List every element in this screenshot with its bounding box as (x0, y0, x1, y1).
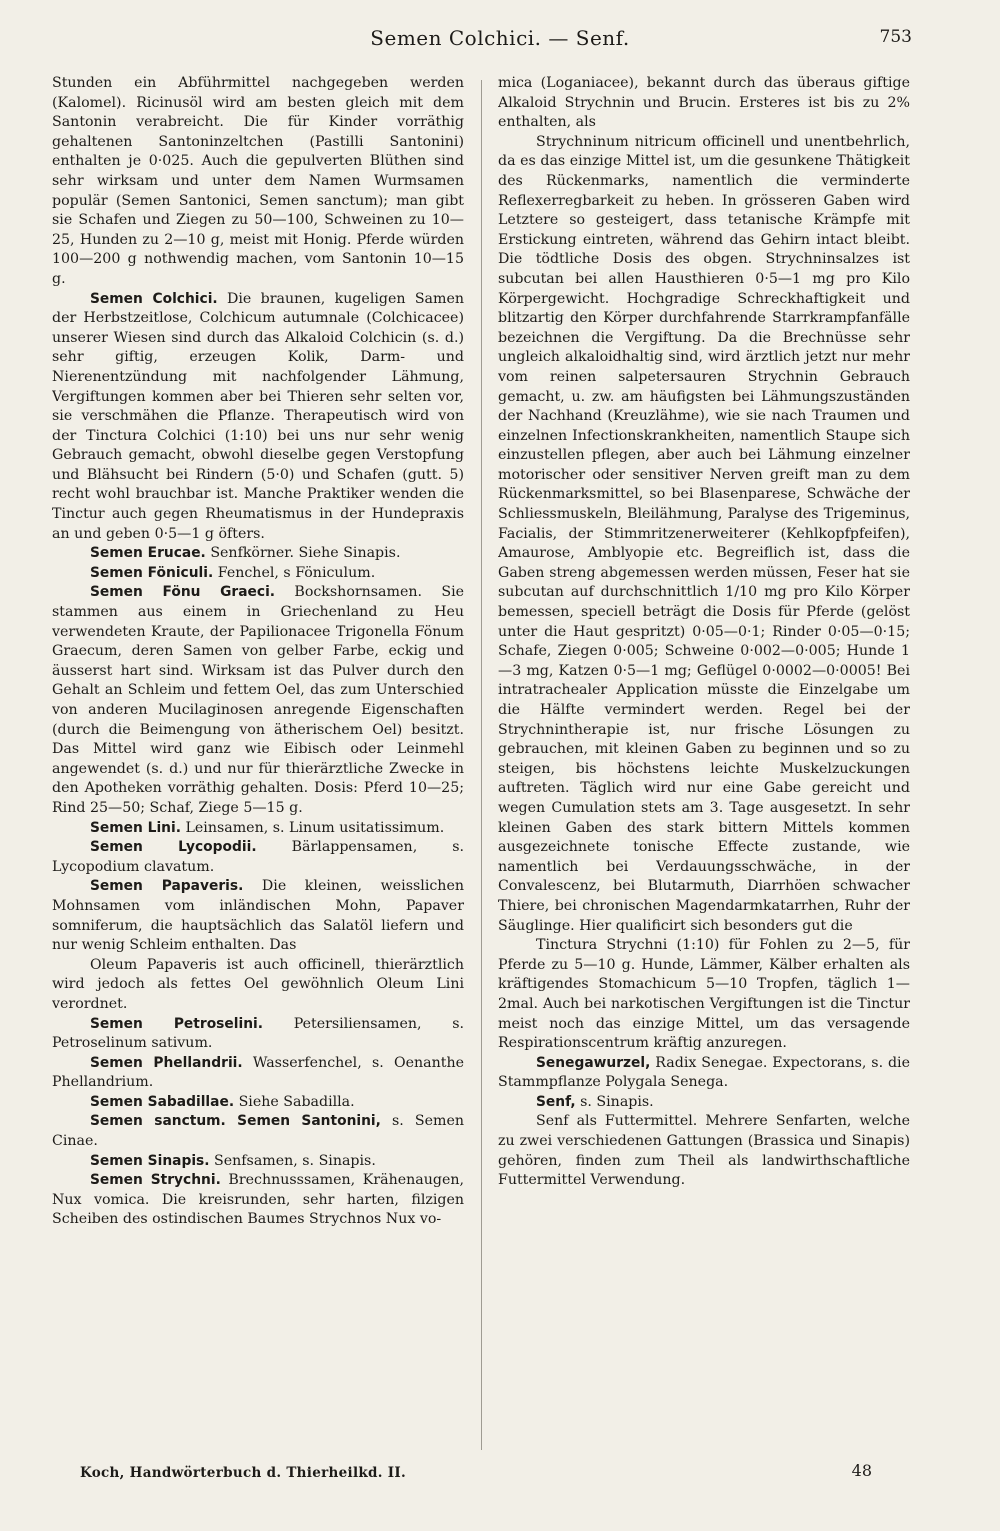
article-paragraph (52, 838, 464, 877)
article-paragraph (52, 819, 464, 839)
entry-headword: Semen Petroselini. (90, 1015, 263, 1032)
article-paragraph (52, 74, 464, 290)
article-paragraph (498, 74, 910, 133)
left-column (52, 74, 464, 1454)
article-paragraph (52, 544, 464, 564)
entry-text: mica (Loganiacee), bekannt durch das überaus giftige Alkaloid Strychnin und Brucin. Ersteres ist bis zu 2% enthalten, als (498, 75, 910, 131)
entry-text: Radix Senegae. Expectorans, s. die Stammpflanze Polygala Senega. (498, 1054, 910, 1091)
article-paragraph (52, 956, 464, 1015)
entry-text: Die braunen, kugeligen Samen der Herbstzeitlose, Colchicum autumnale (Colchicacee) unserer Wiesen sind durch das Alkaloid Colchicin (s. d.) sehr giftig, erzeugen Kolik, Darm- und Nierenentzündung mit nachfolgender Lähmung, Vergiftungen kommen aber bei Thieren sehr selten vor, sie verschmähen die Pflanze. Therapeutisch wird von der Tinctura Colchici (1:10) bei uns nur sehr wenig Gebrauch gemacht, obwohl dieselbe gegen Verstopfung und Blähsucht bei Rindern (5·0) und Schafen (gutt. 5) recht wohl brauchbar ist. Manche Praktiker wenden die Tinctur auch gegen Rheumatismus in der Hundepraxis an und geben 0·5—1 g öfters. (52, 290, 464, 542)
entry-text: Tinctura Strychni (1:10) für Fohlen zu 2—5, für Pferde zu 5—10 g. Hunde, Lämmer, Kälber erhalten als kräftigendes Stomachicum 5—10 Tropfen, täglich 1—2mal. Auch bei narkotischen Vergiftungen ist die Tinctur meist noch das einzige Mittel, um das versagende Respirationscentrum kräftig anzuregen. (498, 937, 910, 1052)
entry-headword: Semen Föniculi. (90, 564, 214, 581)
article-paragraph (52, 1171, 464, 1230)
column-rule (481, 80, 482, 1450)
entry-headword: Senf, (536, 1093, 576, 1110)
entry-headword: Semen Sinapis. (90, 1152, 210, 1169)
article-paragraph (52, 1093, 464, 1113)
entry-headword: Semen sanctum. Semen Santonini, (90, 1113, 381, 1130)
entry-text: Senfkörner. Siehe Sinapis. (210, 545, 401, 562)
text-columns (52, 74, 938, 1454)
entry-text: Stunden ein Abführmittel nachgegeben werden (Kalomel). Ricinusöl wird am besten gleich mit dem Santonin verabreicht. Die für Kinder vorräthig gehaltenen Santoninzeltchen (Pastilli Santonini) enthalten je 0·025. Auch die gepulverten Blüthen sind sehr wirksam und unter dem Namen Wurmsamen populär (Semen Santonici, Semen sanctum); man gibt sie Schafen und Ziegen zu 50—100, Schweinen zu 10—25, Hunden zu 2—10 g, meist mit Honig. Pferde würden 100—200 g nothwendig machen, vom Santonin 10—15 g. (52, 75, 464, 287)
footer-source: Koch, Handwörterbuch d. Thierheilkd. II. (80, 1465, 407, 1481)
entry-text: Senf als Futtermittel. Mehrere Senfarten, welche zu zwei verschiedenen Gattungen (Brassica und Sinapis) gehören, finden zum Theil als landwirthschaftliche Futtermittel Verwendung. (498, 1113, 910, 1189)
right-column (498, 74, 910, 1454)
article-paragraph (52, 877, 464, 955)
article-paragraph (498, 1093, 910, 1113)
entry-headword: Semen Sabadillae. (90, 1093, 235, 1110)
article-paragraph (52, 1112, 464, 1151)
entry-headword: Semen Lini. (90, 819, 181, 836)
entry-text: Leinsamen, s. Linum usitatissimum. (185, 819, 445, 836)
entry-text: Senfsamen, s. Sinapis. (214, 1152, 376, 1169)
sheet-signature: 48 (851, 1461, 872, 1480)
article-paragraph (52, 564, 464, 584)
entry-headword: Senegawurzel, (536, 1054, 651, 1071)
entry-headword: Semen Erucae. (90, 545, 206, 562)
article-paragraph (52, 1015, 464, 1054)
entry-text: Fenchel, s Föniculum. (217, 564, 376, 581)
entry-headword: Semen Strychni. (90, 1172, 221, 1189)
entry-text: Strychninum nitricum officinell und unentbehrlich, da es das einzige Mittel ist, um die gesunkene Thätigkeit des Rückenmarks, namentlich die verminderte Reflexerregbarkeit zu heben. In grösseren Gaben wird Letztere so gesteigert, dass tetanische Krämpfe mit Erstickung eintreten, während das Gehirn intact bleibt. Die tödtliche Dosis des obgen. Strychninsalzes ist subcutan bei allen Hausthieren 0·5—1 mg pro Kilo Körpergewicht. Hochgradige Schreckhaftigkeit und blitzartig den Körper durchfahrende Starrkrampfanfälle bezeichnen die Vergiftung. Da die Brechnüsse sehr ungleich alkaloidhaltig sind, wird ärztlich jetzt nur mehr vom reinen salpetersauren Strychnin Gebrauch gemacht, u. zw. am häufigsten bei Lähmungszuständen der Nachhand (Kreuzlähme), wie sie nach Traumen und einzelnen Infectionskrankheiten, namentlich Staupe sich einzustellen pflegen, aber auch bei Lähmung einzelner motorischer oder sensitiver Nerven greift man zu dem Rückenmarksmittel, so bei Blasenparese, Schwäche der Schliessmuskeln, Bleilähmung, Paralyse des Trigeminus, Facialis, der Stimmritzenerweiterer (Kehlkopfpfeifen), Amaurose, Amblyopie etc. Begreiflich ist, dass die Gaben streng abgemessen werden müssen, Feser hat sie subcutan auf durchschnittlich 1/10 mg pro Kilo Körper bemessen, speciell beträgt die Dosis für Pferde (gelöst unter die Haut gespritzt) 0·05—0·1; Rinder 0·05—0·15; Schafe, Ziegen 0·005; Schweine 0·002—0·005; Hunde 1—3 mg, Katzen 0·5—1 mg; Geflügel 0·0002—0·0005! Bei intratrachealer Application müsste die Einzelgabe um die Hälfte vermindert werden. Regel bei der Strychnintherapie ist, nur frische Lösungen zu gebrauchen, mit kleinen Gaben zu beginnen und so zu steigen, bis höchstens leichte Muskelzuckungen auftreten. Täglich wird nur eine Gabe gereicht und wegen Cumulation stets am 3. Tage ausgesetzt. In sehr kleinen Gaben des stark bittern Mittels kommen ausgezeichnete tonische Effecte zustande, wie namentlich bei Verdauungsschwäche, in der Convalescenz, bei Blutarmuth, Diarrhöen schwacher Thiere, bei chronischen Magendarmkatarrhen, Ruhr der Säuglinge. Hier qualificirt sich besonders gut die (498, 133, 910, 934)
entry-text: Brechnusssamen, Krähenaugen, Nux vomica. Die kreisrunden, sehr harten, filzigen Scheiben des ostindischen Baumes Strychnos Nux vo- (52, 1172, 464, 1228)
entry-headword: Semen Fönu Graeci. (90, 584, 276, 601)
entry-headword: Semen Lycopodii. (90, 839, 257, 856)
article-paragraph (52, 1054, 464, 1093)
entry-text: Siehe Sabadilla. (238, 1093, 355, 1110)
entry-text: Die kleinen, weisslichen Mohnsamen vom inländischen Mohn, Papaver somniferum, die hauptsächlich das Salatöl liefern und nur wenig Schleim enthalten. Das (52, 878, 464, 954)
article-paragraph (498, 1112, 910, 1190)
entry-text: Bockshornsamen. Sie stammen aus einem in Griechenland zu Heu verwendeten Kraute, der Papilionacee Trigonella Fönum Graecum, deren Samen von gelber Farbe, eckig und äusserst hart sind. Wirksam ist das Pulver durch den Gehalt an Schleim und fettem Oel, das zum Unterschied von anderen Mucilaginosen anregende Eigenschaften (durch die Beimengung von ätherischem Oel) besitzt. Das Mittel wird ganz wie Eibisch oder Leinmehl angewendet (s. d.) und nur für thierärztliche Zwecke in den Apotheken vorräthig gehalten. Dosis: Pferd 10—25; Rind 25—50; Schaf, Ziege 5—15 g. (52, 584, 464, 816)
article-paragraph (498, 1054, 910, 1093)
entry-text: s. Sinapis. (580, 1093, 654, 1110)
entry-text: s. Semen Cinae. (52, 1113, 464, 1150)
running-head: Semen Colchici. — Senf. (370, 26, 630, 50)
entry-headword: Semen Phellandrii. (90, 1054, 243, 1071)
entry-headword: Semen Papaveris. (90, 878, 244, 895)
entry-text: Petersiliensamen, s. Petroselinum sativum. (52, 1015, 464, 1052)
article-paragraph (52, 583, 464, 818)
article-paragraph (52, 290, 464, 545)
article-paragraph (498, 936, 910, 1054)
page-number: 753 (879, 27, 912, 47)
article-paragraph (498, 133, 910, 936)
entry-headword: Semen Colchici. (90, 290, 218, 307)
article-paragraph (52, 1152, 464, 1172)
entry-text: Wasserfenchel, s. Oenanthe Phellandrium. (52, 1054, 464, 1091)
entry-text: Bärlappensamen, s. Lycopodium clavatum. (52, 839, 464, 875)
entry-text: Oleum Papaveris ist auch officinell, thierärztlich wird jedoch als fettes Oel gewöhnlich Oleum Lini verordnet. (52, 956, 464, 1012)
